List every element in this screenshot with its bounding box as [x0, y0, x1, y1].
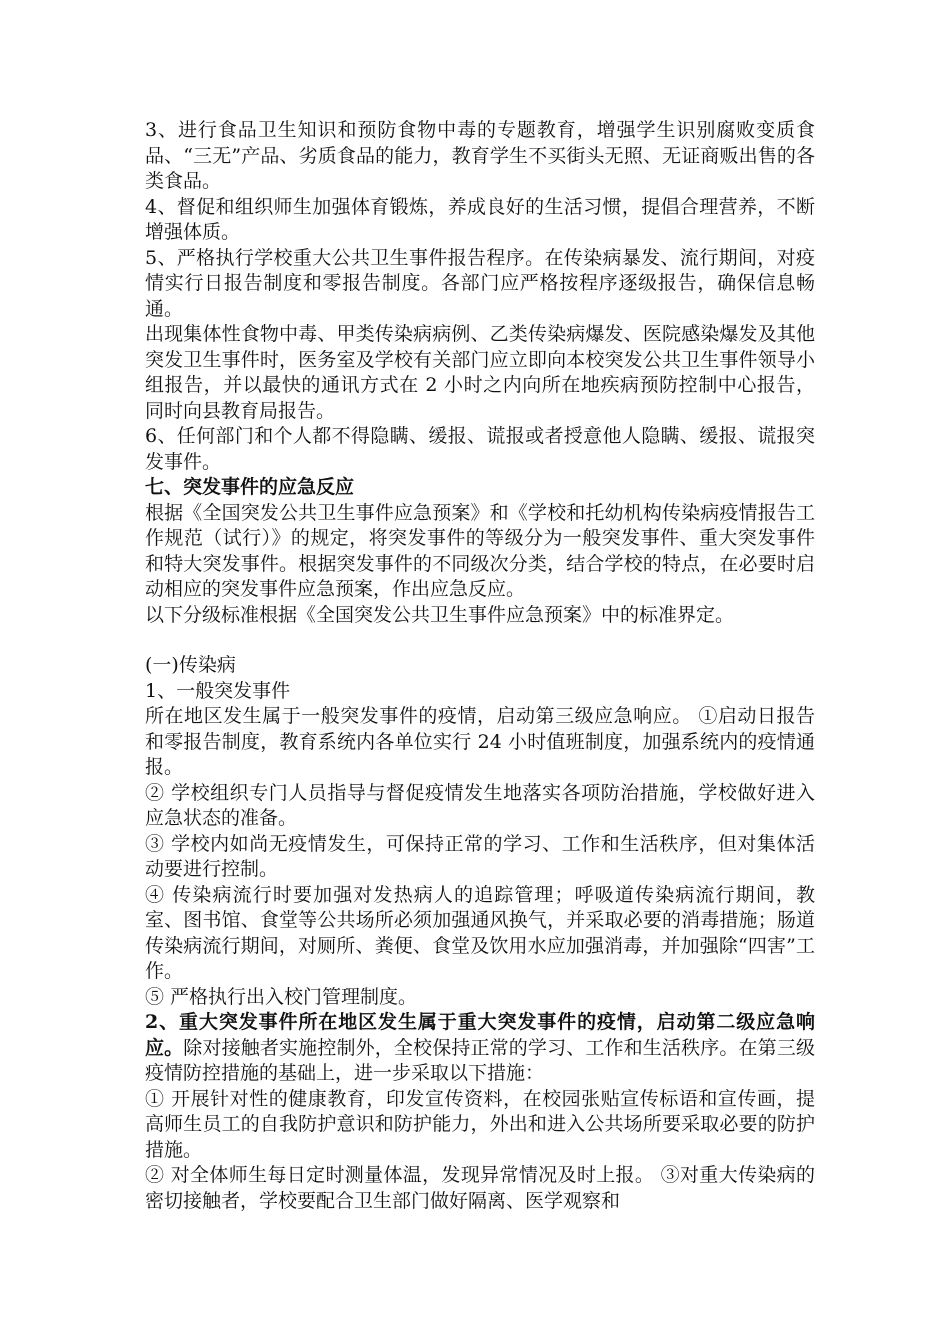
paragraph-classification: 根据《全国突发公共卫生事件应急预案》和《学校和托幼机构传染病疫情报告工作规范（试行）》的规定，将突发事件的等级分为一般突发事件、重大突发事件和特大突发事件。根据突发事件的不同级次分类，结合学校的特点，在必要时启动相应的突发事件应急预案，作出应急反应。 — [145, 501, 815, 600]
blank-line — [145, 628, 815, 653]
document-body — [145, 118, 815, 1214]
paragraph-item-5: 5、严格执行学校重大公共卫生事件报告程序。在传染病暴发、流行期间，对疫情实行日报告制度和零报告制度。各部门应严格按程序逐级报告，确保信息畅通。 — [145, 246, 815, 320]
paragraph-measure-3: ③ 学校内如尚无疫情发生，可保持正常的学习、工作和生活秩序，但对集体活动要进行控制。 — [145, 832, 815, 880]
section-heading-7: 七、突发事件的应急反应 — [145, 476, 355, 498]
major-event-bold-lead: 2、重大突发事件所在地区发生属于重大突发事件的疫情，启动第二级应急响应。 — [145, 1011, 815, 1059]
major-event-text: 除对接触者实施控制外，全校保持正常的学习、工作和生活秩序。在第三级疫情防控措施的基础上，进一步采取以下措施： — [145, 1036, 815, 1084]
paragraph-standard-note: 以下分级标准根据《全国突发公共卫生事件应急预案》中的标准界定。 — [145, 603, 735, 626]
paragraph-level3-response: 所在地区发生属于一般突发事件的疫情，启动第三级应急响应。 ①启动日报告和零报告制度，教育系统内各单位实行 24 小时值班制度，加强系统内的疫情通报。 — [145, 705, 815, 778]
paragraph-item-4: 4、督促和组织师生加强体育锻炼，养成良好的生活习惯，提倡合理营养，不断增强体质。 — [145, 195, 815, 243]
paragraph-major-event — [145, 1010, 815, 1087]
paragraph-item-3: 3、进行食品卫生知识和预防食物中毒的专题教育，增强学生识别腐败变质食品、“三无”产品、劣质食品的能力，教育学生不买街头无照、无证商贩出售的各类食品。 — [145, 119, 815, 192]
paragraph-measure-4: ④ 传染病流行时要加强对发热病人的追踪管理；呼吸道传染病流行期间，教室、图书馆、食堂等公共场所必须加强通风换气，并采取必要的消毒措施；肠道传染病流行期间，对厕所、粪便、食堂及饮用水应加强消毒，并加强除“四害”工作。 — [145, 883, 815, 982]
paragraph-measure-5: ⑤ 严格执行出入校门管理制度。 — [145, 985, 418, 1008]
paragraph-major-measure-2: ② 对全体师生每日定时测量体温，发现异常情况及时上报。 ③对重大传染病的密切接触者，学校要配合卫生部门做好隔离、医学观察和 — [145, 1164, 815, 1212]
paragraph-major-measure-1: ① 开展针对性的健康教育，印发宣传资料，在校园张贴宣传标语和宣传画，提高师生员工的自我防护意识和防护能力，外出和进入公共场所要采取必要的防护措施。 — [145, 1087, 815, 1161]
paragraph-item-6: 6、任何部门和个人都不得隐瞒、缓报、谎报或者授意他人隐瞒、缓报、谎报突发事件。 — [145, 425, 815, 473]
subheading-general-event: 1、一般突发事件 — [145, 679, 291, 702]
subheading-infectious-disease: (一)传染病 — [145, 654, 236, 676]
paragraph-measure-2: ② 学校组织专门人员指导与督促疫情发生地落实各项防治措施，学校做好进入应急状态的准备。 — [145, 781, 815, 829]
paragraph-report-procedure: 出现集体性食物中毒、甲类传染病病例、乙类传染病爆发、医院感染爆发及其他突发卫生事件时，医务室及学校有关部门应立即向本校突发公共卫生事件领导小组报告，并以最快的通讯方式在 2 小时之内向所在地疾病预防控制中心报告，同时向县教育局报告。 — [145, 323, 815, 422]
